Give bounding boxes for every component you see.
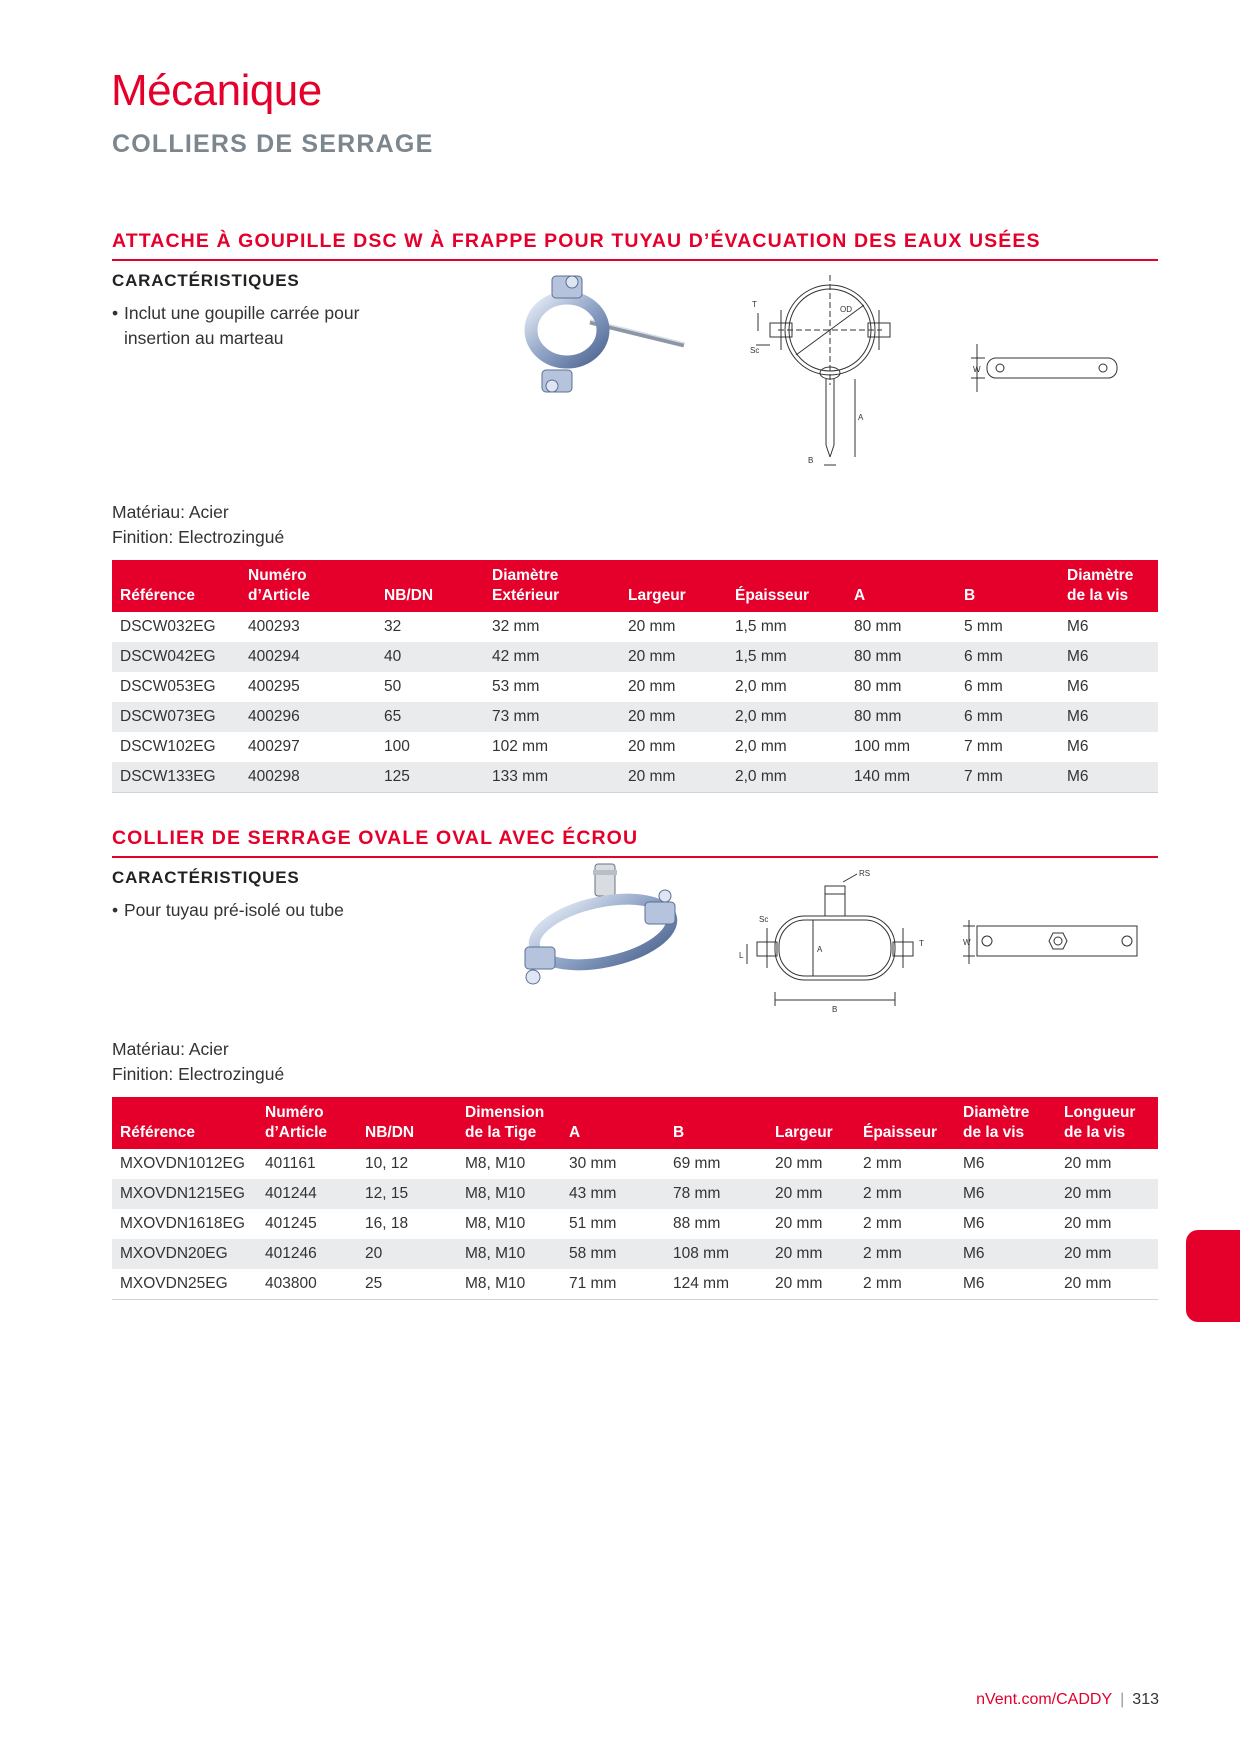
table-cell: 400294 (240, 642, 376, 672)
table-cell: 40 (376, 642, 484, 672)
table-cell: 2,0 mm (727, 702, 846, 732)
table-cell: MXOVDN1618EG (120, 1215, 245, 1232)
table-row (112, 1209, 1158, 1239)
table-cell: 20 mm (620, 702, 727, 732)
table-cell: 78 mm (665, 1179, 767, 1209)
finish-text: Finition: Electrozingué (112, 527, 285, 547)
col-rod-dimension (457, 1097, 561, 1149)
col-reference: Référence (112, 1097, 257, 1149)
table-cell: 6 mm (956, 702, 1059, 732)
table-cell: M6 (963, 1215, 985, 1232)
col-screw-diameter (1059, 560, 1158, 612)
chapter-side-tab (1186, 1230, 1240, 1322)
table-cell: 133 mm (484, 762, 620, 793)
table-cell: 108 mm (665, 1239, 767, 1269)
table-cell: 88 mm (673, 1215, 721, 1232)
table-cell: 20 (357, 1239, 457, 1269)
table-cell: M6 (955, 1239, 1056, 1269)
label-a: A (858, 413, 864, 422)
table-cell: 1,5 mm (735, 618, 787, 635)
table-cell: 51 mm (569, 1215, 617, 1232)
table-cell: 20 mm (1064, 1155, 1112, 1172)
dscw-technical-drawing (750, 275, 910, 470)
col-width: Largeur (620, 560, 727, 612)
col-od-line2: Extérieur (492, 587, 560, 604)
table-cell: 2,0 mm (735, 738, 787, 755)
table-cell: 25 (357, 1269, 457, 1300)
table-cell: 7 mm (964, 738, 1003, 755)
table-cell: 20 mm (775, 1215, 823, 1232)
table-cell: 100 mm (854, 738, 910, 755)
feature-bullet (112, 301, 402, 351)
table-cell: 20 mm (767, 1239, 855, 1269)
table-cell: 401244 (257, 1179, 357, 1209)
material-info-mxovdn (112, 1037, 284, 1087)
table-cell: DSCW102EG (120, 738, 216, 755)
table-cell: 30 mm (569, 1155, 617, 1172)
feature-text-line1: Pour tuyau pré-isolé ou tube (124, 900, 344, 920)
table-cell: 400293 (248, 618, 300, 635)
table-row (112, 702, 1158, 732)
table-cell: 53 mm (492, 678, 540, 695)
feature-bullet (112, 898, 402, 923)
label-w: W (973, 365, 981, 374)
table-cell: 2 mm (855, 1269, 955, 1300)
col-reference: Référence (112, 560, 240, 612)
table-cell: 5 mm (964, 618, 1003, 635)
table-cell: 400298 (240, 762, 376, 793)
table-cell: M8, M10 (457, 1179, 561, 1209)
table-row (112, 1269, 1158, 1300)
table-cell: DSCW073EG (112, 702, 240, 732)
characteristics-heading: CARACTÉRISTIQUES (112, 271, 300, 290)
table-cell: 102 mm (492, 738, 548, 755)
table-cell: 20 mm (767, 1269, 855, 1300)
table-cell: 43 mm (561, 1179, 665, 1209)
table-cell: M8, M10 (465, 1155, 526, 1172)
table-row (112, 612, 1158, 642)
table-cell: 12, 15 (357, 1179, 457, 1209)
table-cell: 6 mm (956, 642, 1059, 672)
section-title-mxovdn: COLLIER DE SERRAGE OVALE OVAL AVEC ÉCROU (112, 827, 1158, 858)
table-cell: 20 mm (628, 618, 676, 635)
col-len-line2: de la vis (1064, 1124, 1126, 1141)
table-cell: 2 mm (863, 1215, 902, 1232)
table-cell: 400296 (240, 702, 376, 732)
page-number: 313 (1132, 1691, 1159, 1708)
table-cell: 80 mm (846, 702, 956, 732)
bullet-dot: • (112, 303, 119, 323)
characteristics-heading: CARACTÉRISTIQUES (112, 868, 300, 887)
table-cell: 140 mm (846, 762, 956, 793)
col-screw-diameter (955, 1097, 1056, 1149)
col-b: B (665, 1097, 767, 1149)
table-cell: MXOVDN1012EG (120, 1155, 245, 1172)
finish-text: Finition: Electrozingué (112, 1064, 285, 1084)
table-cell: 124 mm (665, 1269, 767, 1300)
mxovdn-strip-drawing (955, 918, 1145, 968)
table-row (112, 1239, 1158, 1269)
bullet-dot: • (112, 900, 119, 920)
label-t: T (752, 300, 757, 309)
table-row (112, 732, 1158, 762)
col-b: B (956, 560, 1059, 612)
col-nb-dn: NB/DN (376, 560, 484, 612)
table-cell: MXOVDN1215EG (112, 1179, 257, 1209)
col-article-line2: d’Article (248, 587, 311, 604)
table-row (112, 1149, 1158, 1179)
mxovdn-technical-drawing (735, 868, 935, 1018)
table-cell: M6 (1059, 642, 1158, 672)
feature-text-line1: Inclut une goupille carrée pour (124, 303, 360, 323)
table-cell: 2 mm (863, 1155, 902, 1172)
col-screw-line2: de la vis (1067, 587, 1129, 604)
table-cell: 7 mm (956, 762, 1059, 793)
dscw-strip-drawing (965, 340, 1125, 400)
table-cell: 400297 (248, 738, 300, 755)
label-sc: Sc (750, 346, 760, 355)
col-screw-line1: Diamètre (963, 1104, 1030, 1121)
label-t: T (919, 939, 924, 948)
table-cell: 71 mm (561, 1269, 665, 1300)
table-cell: 125 (376, 762, 484, 793)
label-a: A (817, 945, 823, 954)
table-cell: DSCW042EG (112, 642, 240, 672)
table-cell: 6 mm (964, 678, 1003, 695)
spec-table-mxovdn (112, 1097, 1158, 1300)
table-cell: M6 (963, 1155, 985, 1172)
spec-table-dscw (112, 560, 1158, 793)
table-cell: 32 mm (492, 618, 540, 635)
col-thickness: Épaisseur (727, 560, 846, 612)
label-b: B (808, 456, 814, 465)
table-cell: 400295 (248, 678, 300, 695)
table-cell: M8, M10 (465, 1215, 526, 1232)
col-article-number (257, 1097, 357, 1149)
table-row (112, 1179, 1158, 1209)
material-text: Matériau: Acier (112, 1039, 229, 1059)
feature-text-line2: insertion au marteau (124, 328, 284, 348)
page-title: Mécanique (111, 66, 322, 115)
col-article-line1: Numéro (265, 1104, 324, 1121)
col-a: A (846, 560, 956, 612)
table-cell: 20 mm (1056, 1179, 1158, 1209)
table-cell: 20 mm (1056, 1239, 1158, 1269)
footer-separator: | (1120, 1691, 1125, 1708)
label-sc: Sc (759, 915, 769, 924)
col-article-line2: d’Article (265, 1124, 328, 1141)
col-screw-line2: de la vis (963, 1124, 1025, 1141)
label-b: B (832, 1005, 838, 1014)
table-cell: 2 mm (855, 1239, 955, 1269)
table-cell: M6 (1059, 702, 1158, 732)
table-cell: 100 (384, 738, 410, 755)
col-nb-dn: NB/DN (357, 1097, 457, 1149)
page-subtitle: COLLIERS DE SERRAGE (112, 130, 434, 158)
table-cell: 401246 (257, 1239, 357, 1269)
col-dim-line1: Dimension (465, 1104, 545, 1121)
table-cell: 20 mm (620, 762, 727, 793)
table-cell: 20 mm (628, 738, 676, 755)
table-cell: 20 mm (767, 1179, 855, 1209)
table-cell: 69 mm (673, 1155, 721, 1172)
table-cell: DSCW032EG (120, 618, 216, 635)
col-thickness: Épaisseur (855, 1097, 955, 1149)
table-cell: 32 (384, 618, 402, 635)
page-footer (976, 1691, 1159, 1709)
col-screw-length (1056, 1097, 1158, 1149)
col-len-line1: Longueur (1064, 1104, 1136, 1121)
label-w: W (963, 938, 971, 947)
table-header-row (112, 560, 1158, 612)
table-cell: 80 mm (854, 618, 902, 635)
table-cell: 80 mm (854, 678, 902, 695)
material-info-dscw (112, 500, 284, 550)
col-a: A (561, 1097, 665, 1149)
table-cell: 20 mm (1064, 1215, 1112, 1232)
label-l: L (739, 951, 744, 960)
table-cell: 20 mm (620, 642, 727, 672)
table-cell: M6 (1067, 738, 1089, 755)
table-cell: 50 (384, 678, 402, 695)
table-cell: 20 mm (775, 1155, 823, 1172)
table-cell: 1,5 mm (727, 642, 846, 672)
material-text: Matériau: Acier (112, 502, 229, 522)
table-cell: 20 mm (628, 678, 676, 695)
col-screw-line1: Diamètre (1067, 567, 1134, 584)
table-cell: M6 (1067, 678, 1089, 695)
table-cell: M6 (955, 1179, 1056, 1209)
table-cell: DSCW053EG (120, 678, 216, 695)
table-row (112, 672, 1158, 702)
table-cell: 16, 18 (365, 1215, 409, 1232)
col-width: Largeur (767, 1097, 855, 1149)
col-od-line1: Diamètre (492, 567, 559, 584)
table-row (112, 762, 1158, 793)
section-title-dscw: ATTACHE À GOUPILLE DSC W À FRAPPE POUR TUYAU D’ÉVACUATION DES EAUX USÉES (112, 230, 1158, 261)
dscw-product-photo (512, 270, 692, 400)
table-cell: 65 (376, 702, 484, 732)
table-cell: 58 mm (561, 1239, 665, 1269)
table-cell: M8, M10 (457, 1269, 561, 1300)
table-cell: 2,0 mm (727, 762, 846, 793)
col-article-line1: Numéro (248, 567, 307, 584)
table-cell: 10, 12 (365, 1155, 409, 1172)
table-cell: 73 mm (484, 702, 620, 732)
mxovdn-product-photo (515, 862, 685, 992)
table-header-row (112, 1097, 1158, 1149)
label-rs: RS (859, 869, 871, 878)
table-cell: 2,0 mm (735, 678, 787, 695)
table-cell: M6 (1059, 762, 1158, 793)
table-cell: 403800 (257, 1269, 357, 1300)
table-cell: 42 mm (484, 642, 620, 672)
col-article-number (240, 560, 376, 612)
table-cell: MXOVDN20EG (112, 1239, 257, 1269)
table-cell: 80 mm (846, 642, 956, 672)
table-cell: M6 (1067, 618, 1089, 635)
table-cell: M8, M10 (457, 1239, 561, 1269)
table-row (112, 642, 1158, 672)
table-cell: 2 mm (855, 1179, 955, 1209)
col-dim-line2: de la Tige (465, 1124, 537, 1141)
table-cell: 401161 (265, 1155, 316, 1172)
col-outer-diameter (484, 560, 620, 612)
table-cell: DSCW133EG (112, 762, 240, 793)
table-cell: 20 mm (1056, 1269, 1158, 1300)
footer-website-link[interactable]: nVent.com/CADDY (976, 1691, 1113, 1708)
table-cell: MXOVDN25EG (112, 1269, 257, 1300)
table-cell: M6 (955, 1269, 1056, 1300)
table-cell: 401245 (265, 1215, 317, 1232)
label-od: OD (840, 305, 852, 314)
